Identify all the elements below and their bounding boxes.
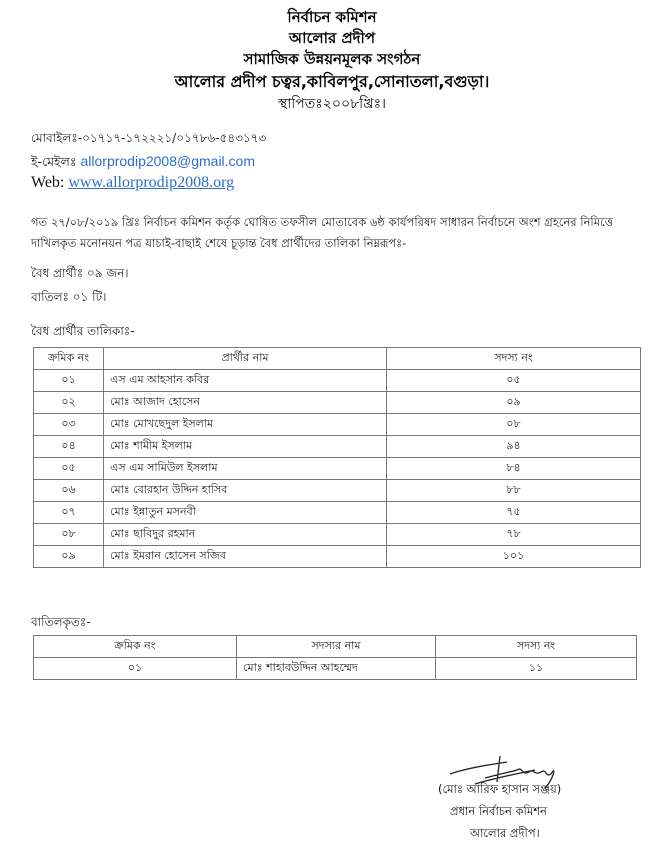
cell-name: মোঃ ইমরান হোসেন সজিব [104, 546, 387, 568]
cell-name: মোঃ শাহাবউদ্দিন আহম্মেদ [237, 658, 436, 680]
table-row [34, 524, 641, 546]
table-row [34, 436, 641, 458]
cell-member-no: ০৫ [387, 370, 641, 392]
cell-member-no: ৭৮ [387, 524, 641, 546]
cell-serial: ০৩ [34, 414, 104, 436]
cell-serial: ০১ [34, 658, 237, 680]
cell-member-no: ১০১ [387, 546, 641, 568]
header-serial: ক্রমিক নং [34, 348, 104, 370]
cell-serial: ০৮ [34, 524, 104, 546]
org-address: আলোর প্রদীপ চত্বর,কাবিলপুর,সোনাতলা,বগুড়া। [174, 72, 490, 91]
cell-member-no: ০৮ [387, 414, 641, 436]
cell-member-no: ৭৫ [387, 502, 641, 524]
table-header-row [34, 636, 637, 658]
web-link[interactable]: www.allorprodip2008.org [68, 174, 235, 191]
table-row [34, 658, 637, 680]
cell-member-no: ০৯ [387, 392, 641, 414]
table-header-row [34, 348, 641, 370]
cell-member-no: ৮৮ [387, 480, 641, 502]
contact-email [31, 153, 255, 174]
cell-serial: ০৭ [34, 502, 104, 524]
cell-serial: ০৪ [34, 436, 104, 458]
table-row [34, 370, 641, 392]
cell-serial: ০৬ [34, 480, 104, 502]
table-row [34, 480, 641, 502]
cell-name: মোঃ আজাদ হোসেন [104, 392, 387, 414]
web-label: Web: [31, 174, 69, 191]
header-member-no: সদস্য নং [387, 348, 641, 370]
void-candidates-table [33, 635, 637, 680]
announcement-paragraph: গত ২৭/০৮/২০১৯ খ্রিঃ নির্বাচন কমিশন কর্তৃক ঘোষিত তফসীল মোতাবেক ৬ষ্ঠ কার্যপরিষদ সাধারন নির্বাচনে অংশ গ্রহনের নিমিত্তে দাখিলকৃত মনোনয়ন পত্র যাচাই-বাছাই শেষে চূড়ান্ত বৈধ প্রার্থীদের তালিকা নিম্নরূপঃ- [31, 215, 613, 250]
contact-mobile [31, 130, 266, 150]
mobile-number: ০১৭১৭-১৭২২২১/০১৭৮৬-৫৪৩১৭৩ [82, 131, 267, 145]
org-established: স্থাপিতঃ২০০৮খ্রিঃ। [277, 96, 387, 112]
header-candidate-name: প্রার্থীর নাম [104, 348, 387, 370]
cell-name: এস এম আহসান কবির [104, 370, 387, 392]
cell-name: মোঃ বোরহান উদ্দিন হাসিব [104, 480, 387, 502]
cell-member-no: ১১ [436, 658, 637, 680]
table-row [34, 414, 641, 436]
cell-name: এস এম সামিউল ইসলাম [104, 458, 387, 480]
cell-member-no: ৮৪ [387, 458, 641, 480]
table-row [34, 458, 641, 480]
signatory-name: (মোঃ আরিফ হাসান সঞ্জয়) [438, 782, 562, 796]
void-count: বাতিলঃ ০১ টি। [31, 290, 107, 304]
header-serial: ক্রমিক নং [34, 636, 237, 658]
commission-title: নির্বাচন কমিশন [287, 8, 377, 26]
signatory-org: আলোর প্রদীপ। [470, 826, 540, 840]
email-link[interactable]: allorprodip2008@gmail.com [80, 153, 256, 169]
cell-name: মোঃ মোখছেদুল ইসলাম [104, 414, 387, 436]
org-name: আলোর প্রদীপ [288, 29, 376, 47]
cell-serial: ০৯ [34, 546, 104, 568]
valid-candidates-table [33, 347, 641, 568]
void-table-title: বাতিলকৃতঃ- [31, 615, 91, 629]
mobile-label: মোবাইলঃ- [31, 131, 83, 145]
cell-name: মোঃ শামীম ইসলাম [104, 436, 387, 458]
cell-serial: ০২ [34, 392, 104, 414]
org-type: সামাজিক উন্নয়নমূলক সংগঠন [243, 50, 421, 68]
valid-count: বৈধ প্রার্থীঃ ০৯ জন। [31, 266, 129, 280]
table-row [34, 392, 641, 414]
cell-member-no: ৯৪ [387, 436, 641, 458]
header-member-name: সদস্যর নাম [237, 636, 436, 658]
table-row [34, 502, 641, 524]
valid-table-title: বৈধ প্রার্থীর তালিকাঃ- [31, 324, 135, 338]
header-member-no: সদস্য নং [436, 636, 637, 658]
cell-serial: ০৫ [34, 458, 104, 480]
signatory-title: প্রধান নির্বাচন কমিশন [450, 804, 547, 818]
cell-name: মোঃ ছাবিদুর রহমান [104, 524, 387, 546]
cell-name: মোঃ ইন্নাতুন মসনবী [104, 502, 387, 524]
cell-serial: ০১ [34, 370, 104, 392]
table-row [34, 546, 641, 568]
email-label: ই-মেইলঃ [31, 154, 81, 169]
contact-web [31, 174, 234, 192]
